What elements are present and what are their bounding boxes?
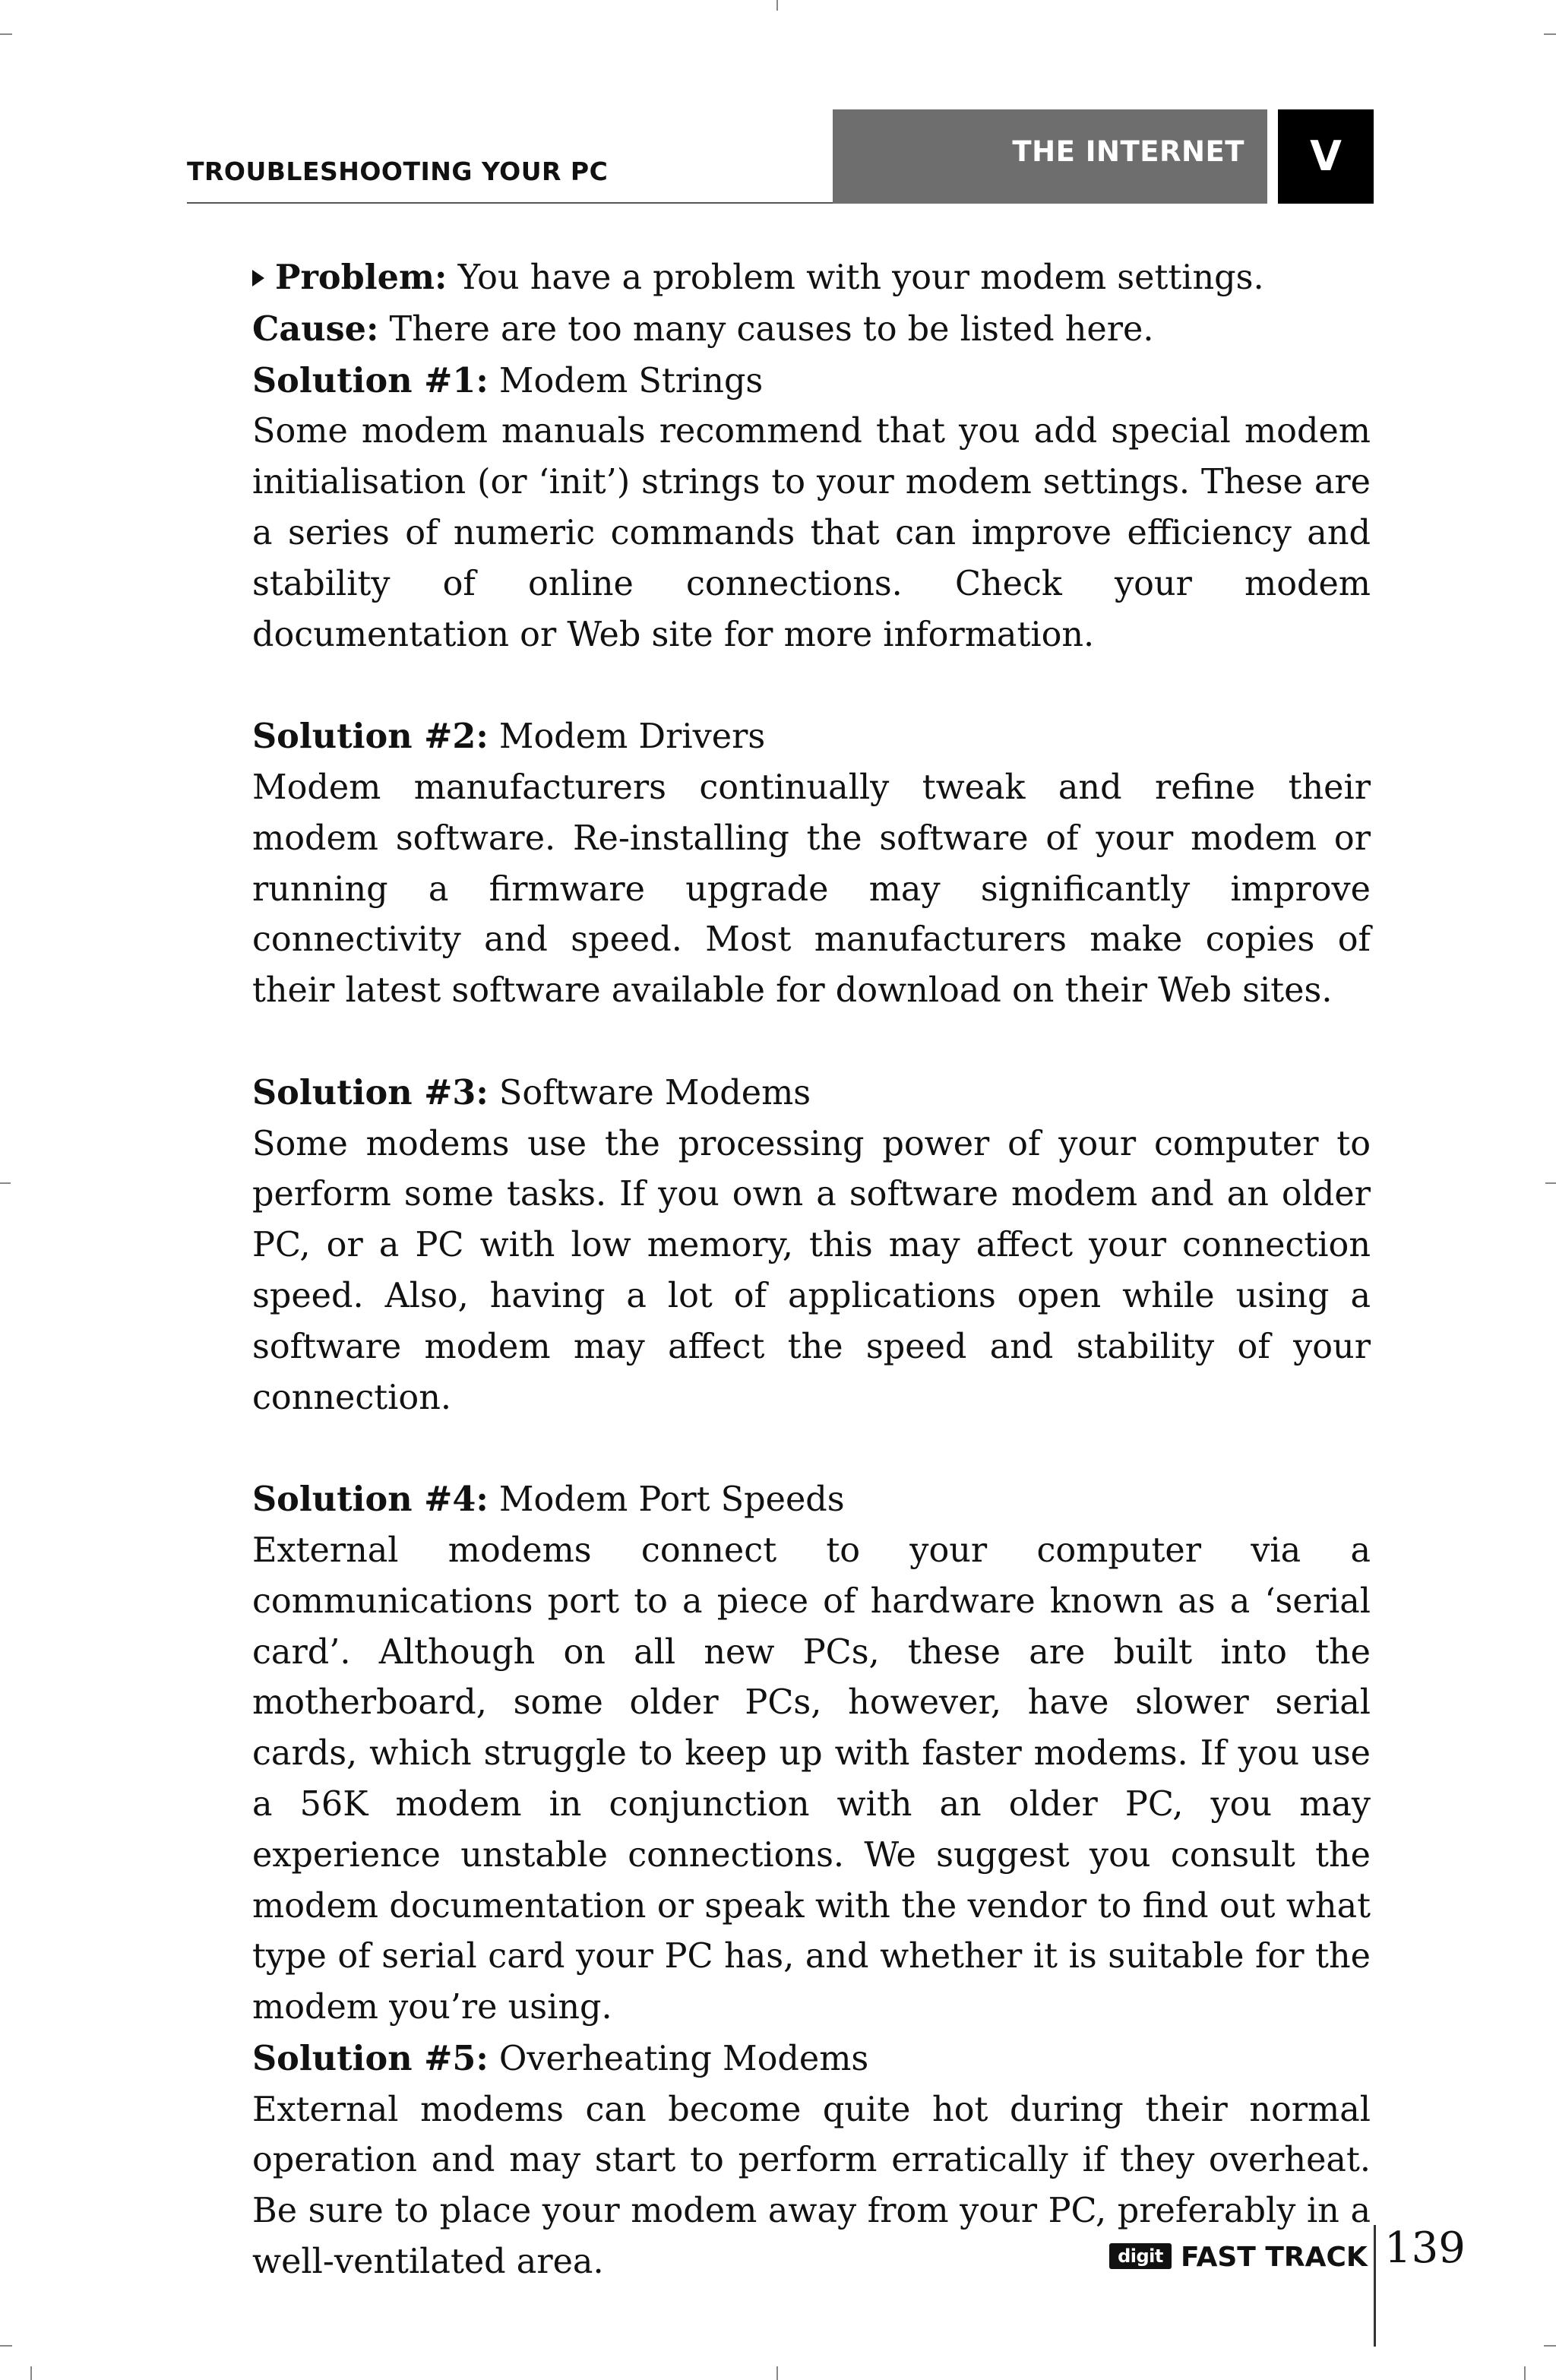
paragraph-gap: [252, 1423, 1371, 1474]
solution-paragraph: External modems connect to your computer via a communications port to a piece of hardware known as a ‘serial card’. Although on all new PCs, these are built into the motherboard, some older PCs, however, have slower serial cards, which struggle to keep up with faster modems. If you use a 56K modem in conjunction with an older PC, you may experience unstable connections. We suggest you consult the modem documentation or speak with the vendor to find out what type of serial card your PC has, and whether it is suitable for the modem you’re using.: [252, 1530, 1371, 2027]
brand-name: FAST TRACK: [1181, 2242, 1368, 2273]
solution-heading: [252, 711, 1371, 763]
solution-paragraph: Modem manufacturers continually tweak and refine their modem software. Re-installing the software of your modem or running a firmware upgrade may significantly improve connectivity and speed. Most manufacturers make copies of their latest software available for download on their Web sites.: [252, 767, 1371, 1011]
problem-line: [252, 252, 1371, 304]
section-title: THE INTERNET: [1012, 135, 1244, 168]
problem-label: Problem:: [275, 258, 448, 297]
solution-label: Solution #2:: [252, 717, 489, 757]
crop-mark: [0, 33, 12, 35]
solution-paragraph: External modems can become quite hot during their normal operation and may start to perform erratically if they overheat. Be sure to place your modem away from your PC, preferably in a well-ventilated area.: [252, 2090, 1371, 2282]
solution-label: Solution #3:: [252, 1072, 489, 1112]
digit-logo: digit: [1109, 2243, 1172, 2269]
solution-label: Solution #4:: [252, 1480, 489, 1520]
solution-paragraph: Some modem manuals recommend that you add special modem initialisation (or ‘init’) strings to your modem settings. These are a series of numeric commands that can improve efficiency and stability of online connections. Check your modem documentation or Web site for more information.: [252, 412, 1371, 654]
solution-title: Modem Drivers: [488, 717, 766, 757]
body-text: [252, 252, 1371, 2288]
crop-mark: [0, 2345, 12, 2347]
page-number: 139: [1384, 2223, 1466, 2273]
running-head: TROUBLESHOOTING YOUR PC: [187, 157, 609, 186]
crop-mark: [776, 2366, 778, 2380]
solution-paragraph: Some modems use the processing power of your computer to perform some tasks. If you own a software modem and an older PC, or a PC with low memory, this may affect your connection speed. Also, having a lot of applications open while using a software modem may affect the speed and stability of your connection.: [252, 1124, 1371, 1417]
cause-line: [252, 304, 1371, 356]
crop-mark: [1524, 2366, 1526, 2380]
paragraph-gap: [252, 660, 1371, 711]
crop-mark: [30, 2366, 32, 2380]
solution-label: Solution #1:: [252, 360, 489, 400]
header-rule: [187, 202, 833, 204]
solution-heading: [252, 1068, 1371, 1119]
solution-heading: [252, 1474, 1371, 1526]
solution-label: Solution #5:: [252, 2038, 489, 2078]
chapter-number: V: [1278, 109, 1374, 204]
crop-mark: [1544, 33, 1556, 35]
footer-rule: [1374, 2225, 1376, 2347]
crop-mark: [1545, 1182, 1556, 1184]
cause-label: Cause:: [252, 309, 379, 349]
solution-title: Modem Port Speeds: [488, 1480, 845, 1520]
paragraph-gap: [252, 1017, 1371, 1068]
problem-text: You have a problem with your modem settings.: [447, 258, 1264, 297]
solution-heading: [252, 356, 1371, 407]
crop-mark: [776, 0, 778, 11]
solution-title: Modem Strings: [488, 361, 764, 400]
crop-mark: [1544, 2345, 1556, 2347]
solution-heading: [252, 2033, 1371, 2085]
solution-title: Overheating Modems: [488, 2039, 869, 2078]
crop-mark: [0, 1182, 11, 1184]
triangle-bullet-icon: [252, 270, 264, 286]
solution-title: Software Modems: [488, 1073, 811, 1112]
cause-text: There are too many causes to be listed here.: [378, 309, 1154, 349]
